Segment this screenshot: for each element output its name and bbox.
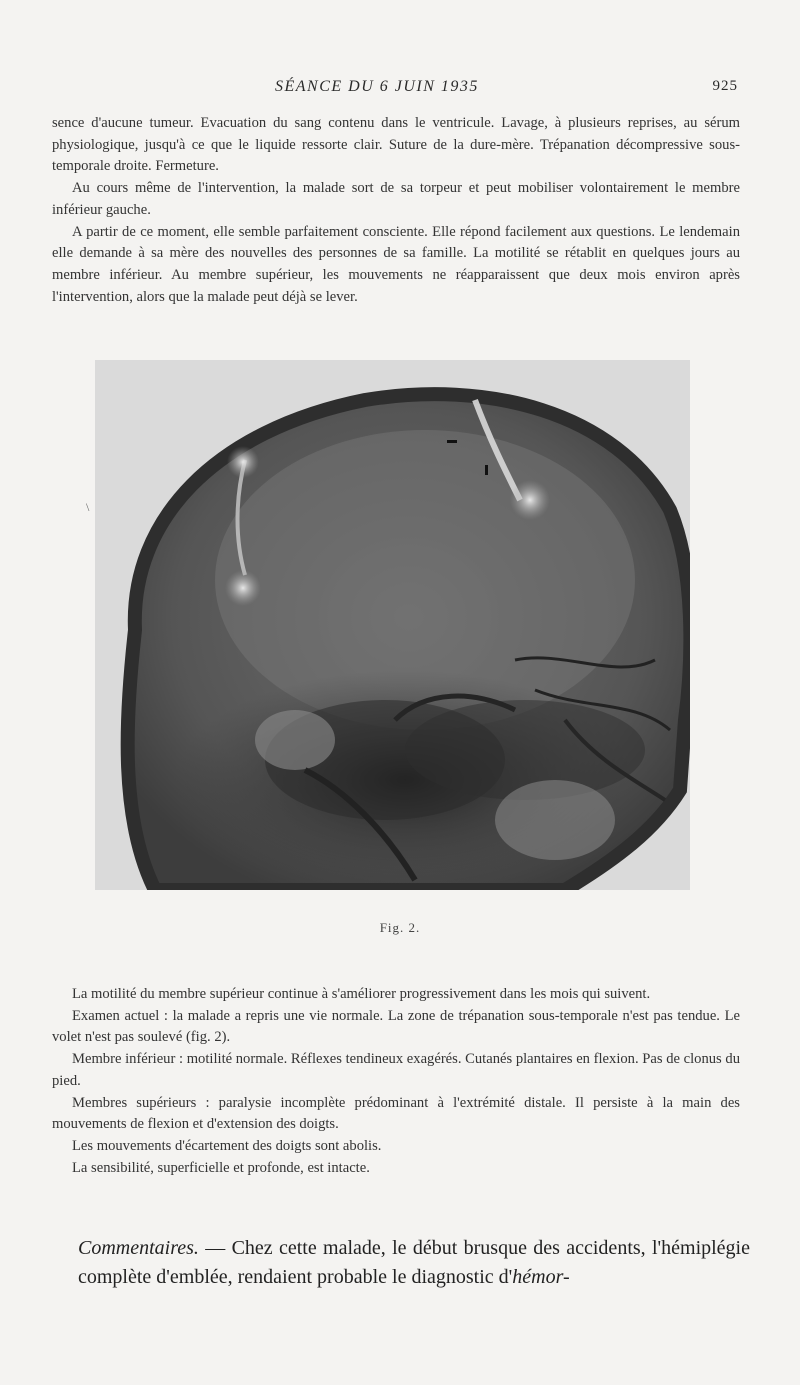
paragraph: Membre inférieur : motilité normale. Réflexes tendineux exagérés. Cutanés plantaires en flexion. Pas de clonus du pied. <box>52 1051 740 1089</box>
running-title: SÉANCE DU 6 JUIN 1935 <box>275 78 479 95</box>
bottom-text-block <box>52 984 740 1179</box>
figure-caption: Fig. 2. <box>379 920 421 935</box>
commentary-paragraph <box>78 1234 750 1292</box>
xray-figure <box>95 360 690 890</box>
page-header <box>0 78 800 100</box>
paragraph: Les mouvements d'écartement des doigts sont abolis. <box>72 1137 382 1154</box>
paragraph: La sensibilité, superficielle et profonde, est intacte. <box>72 1159 370 1176</box>
paragraph: La motilité du membre supérieur continue à s'améliorer progressivement dans les mois qui suivent. <box>72 986 651 1002</box>
paragraph: Examen actuel : la malade a repris une vie normale. La zone de trépanation sous-temporale n'est pas tendue. Le volet n'est pas soulevé (fig. 2). <box>52 1007 740 1046</box>
top-text-block <box>52 113 740 308</box>
commentary-lead: Commentaires. <box>78 1237 199 1259</box>
paragraph: Membres supérieurs : paralysie incomplète prédominant à l'extrémité distale. Il persiste à la main des mouvements de flexion et d'extension des doigts. <box>52 1094 740 1133</box>
paragraph: Au cours même de l'intervention, la malade sort de sa torpeur et peut mobiliser volontairement le membre inférieur gauche. <box>52 180 740 218</box>
margin-mark: \ <box>86 500 90 514</box>
page-number: 925 <box>712 78 738 94</box>
skull-xray-image <box>95 360 690 890</box>
commentary-end-word: hémor- <box>512 1266 570 1288</box>
paragraph: A partir de ce moment, elle semble parfaitement consciente. Elle répond facilement aux questions. Le lendemain elle demande à sa mère des nouvelles des personnes de sa famille. La motilité se rétablit en quelques jours au membre inférieur. Au membre supérieur, les mouvements ne réapparaissent que deux mois environ après l'intervention, alors que la malade peut déjà se lever. <box>52 223 740 305</box>
commentary-text: — Chez cette malade, le début brusque des accidents, l'hémiplégie complète d'emblée, rendaient probable le diagnostic d' <box>78 1237 750 1288</box>
paragraph: sence d'aucune tumeur. Evacuation du sang contenu dans le ventricule. Lavage, à plusieurs reprises, au sérum physiologique, jusqu'à ce que le liquide ressorte clair. Suture de la dure-mère. Trépanation décompressive sous-temporale droite. Fermeture. <box>52 115 740 175</box>
